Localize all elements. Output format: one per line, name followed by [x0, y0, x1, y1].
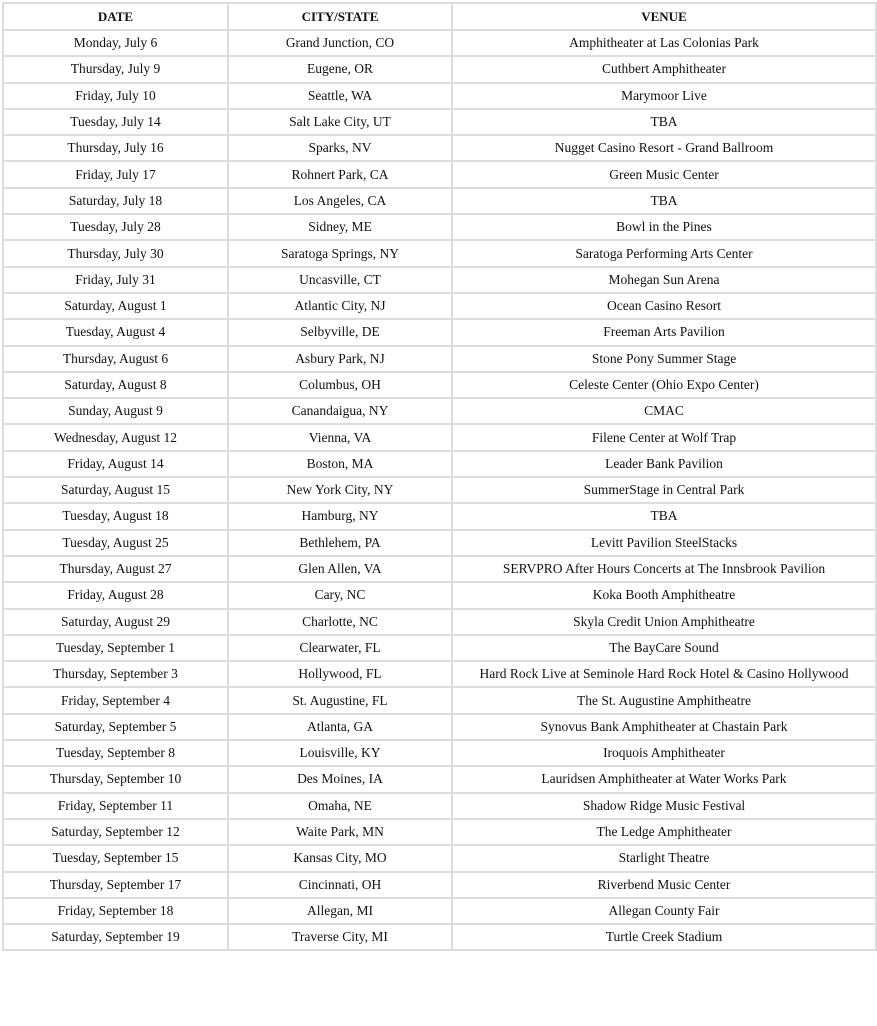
- city-state-cell: Des Moines, IA: [228, 766, 452, 792]
- date-cell: Tuesday, July 14: [3, 109, 228, 135]
- date-cell: Friday, July 31: [3, 267, 228, 293]
- venue-cell: Cuthbert Amphitheater: [452, 56, 876, 82]
- venue-cell: Koka Booth Amphitheatre: [452, 582, 876, 608]
- date-cell: Tuesday, August 18: [3, 503, 228, 529]
- venue-cell: Leader Bank Pavilion: [452, 451, 876, 477]
- date-cell: Friday, July 17: [3, 161, 228, 187]
- table-row: [3, 582, 876, 608]
- table-row: [3, 83, 876, 109]
- venue-cell: Shadow Ridge Music Festival: [452, 793, 876, 819]
- city-state-cell: Cary, NC: [228, 582, 452, 608]
- venue-cell: SummerStage in Central Park: [452, 477, 876, 503]
- city-state-cell: Boston, MA: [228, 451, 452, 477]
- venue-cell: Celeste Center (Ohio Expo Center): [452, 372, 876, 398]
- venue-cell: Amphitheater at Las Colonias Park: [452, 30, 876, 56]
- table-row: [3, 661, 876, 687]
- table-row: [3, 740, 876, 766]
- city-state-cell: Vienna, VA: [228, 424, 452, 450]
- city-state-cell: Louisville, KY: [228, 740, 452, 766]
- city-state-cell: Rohnert Park, CA: [228, 161, 452, 187]
- table-row: [3, 214, 876, 240]
- date-cell: Thursday, August 27: [3, 556, 228, 582]
- date-cell: Saturday, August 29: [3, 609, 228, 635]
- city-state-cell: Salt Lake City, UT: [228, 109, 452, 135]
- venue-cell: Allegan County Fair: [452, 898, 876, 924]
- venue-cell: Hard Rock Live at Seminole Hard Rock Hotel & Casino Hollywood: [452, 661, 876, 687]
- date-cell: Tuesday, August 25: [3, 530, 228, 556]
- venue-cell: TBA: [452, 188, 876, 214]
- venue-cell: Filene Center at Wolf Trap: [452, 424, 876, 450]
- venue-cell: Skyla Credit Union Amphitheatre: [452, 609, 876, 635]
- venue-cell: Ocean Casino Resort: [452, 293, 876, 319]
- venue-cell: Freeman Arts Pavilion: [452, 319, 876, 345]
- header-venue: VENUE: [452, 3, 876, 30]
- city-state-cell: Sidney, ME: [228, 214, 452, 240]
- header-row: [3, 3, 876, 30]
- table-row: [3, 556, 876, 582]
- date-cell: Saturday, August 8: [3, 372, 228, 398]
- date-cell: Saturday, August 1: [3, 293, 228, 319]
- table-row: [3, 635, 876, 661]
- date-cell: Friday, August 28: [3, 582, 228, 608]
- venue-cell: Turtle Creek Stadium: [452, 924, 876, 950]
- table-row: [3, 240, 876, 266]
- date-cell: Tuesday, September 15: [3, 845, 228, 871]
- date-cell: Monday, July 6: [3, 30, 228, 56]
- date-cell: Friday, July 10: [3, 83, 228, 109]
- table-row: [3, 372, 876, 398]
- table-row: [3, 766, 876, 792]
- table-row: [3, 109, 876, 135]
- venue-cell: TBA: [452, 109, 876, 135]
- venue-cell: The Ledge Amphitheater: [452, 819, 876, 845]
- city-state-cell: Asbury Park, NJ: [228, 346, 452, 372]
- table-row: [3, 819, 876, 845]
- venue-cell: Nugget Casino Resort - Grand Ballroom: [452, 135, 876, 161]
- date-cell: Friday, September 18: [3, 898, 228, 924]
- date-cell: Thursday, July 16: [3, 135, 228, 161]
- venue-cell: Iroquois Amphitheater: [452, 740, 876, 766]
- date-cell: Saturday, September 5: [3, 714, 228, 740]
- city-state-cell: Bethlehem, PA: [228, 530, 452, 556]
- date-cell: Sunday, August 9: [3, 398, 228, 424]
- venue-cell: SERVPRO After Hours Concerts at The Innsbrook Pavilion: [452, 556, 876, 582]
- date-cell: Thursday, July 9: [3, 56, 228, 82]
- date-cell: Thursday, September 17: [3, 872, 228, 898]
- table-row: [3, 714, 876, 740]
- venue-cell: Mohegan Sun Arena: [452, 267, 876, 293]
- date-cell: Thursday, August 6: [3, 346, 228, 372]
- table-row: [3, 477, 876, 503]
- date-cell: Friday, August 14: [3, 451, 228, 477]
- city-state-cell: Canandaigua, NY: [228, 398, 452, 424]
- date-cell: Saturday, September 19: [3, 924, 228, 950]
- table-row: [3, 845, 876, 871]
- venue-cell: Starlight Theatre: [452, 845, 876, 871]
- tour-dates-table: [2, 2, 877, 951]
- date-cell: Friday, September 11: [3, 793, 228, 819]
- venue-cell: Lauridsen Amphitheater at Water Works Park: [452, 766, 876, 792]
- table-row: [3, 451, 876, 477]
- date-cell: Friday, September 4: [3, 687, 228, 713]
- table-row: [3, 135, 876, 161]
- venue-cell: Saratoga Performing Arts Center: [452, 240, 876, 266]
- table-row: [3, 424, 876, 450]
- city-state-cell: Selbyville, DE: [228, 319, 452, 345]
- table-row: [3, 267, 876, 293]
- city-state-cell: New York City, NY: [228, 477, 452, 503]
- table-row: [3, 56, 876, 82]
- date-cell: Tuesday, August 4: [3, 319, 228, 345]
- city-state-cell: Hamburg, NY: [228, 503, 452, 529]
- date-cell: Tuesday, July 28: [3, 214, 228, 240]
- venue-cell: Synovus Bank Amphitheater at Chastain Park: [452, 714, 876, 740]
- table-row: [3, 872, 876, 898]
- date-cell: Tuesday, September 8: [3, 740, 228, 766]
- venue-cell: Stone Pony Summer Stage: [452, 346, 876, 372]
- table-row: [3, 30, 876, 56]
- table-row: [3, 609, 876, 635]
- city-state-cell: Los Angeles, CA: [228, 188, 452, 214]
- date-cell: Thursday, September 3: [3, 661, 228, 687]
- table-row: [3, 530, 876, 556]
- date-cell: Thursday, July 30: [3, 240, 228, 266]
- venue-cell: Bowl in the Pines: [452, 214, 876, 240]
- city-state-cell: Kansas City, MO: [228, 845, 452, 871]
- header-date: DATE: [3, 3, 228, 30]
- city-state-cell: Cincinnati, OH: [228, 872, 452, 898]
- city-state-cell: Seattle, WA: [228, 83, 452, 109]
- date-cell: Saturday, July 18: [3, 188, 228, 214]
- city-state-cell: Omaha, NE: [228, 793, 452, 819]
- city-state-cell: Sparks, NV: [228, 135, 452, 161]
- venue-cell: Riverbend Music Center: [452, 872, 876, 898]
- table-row: [3, 924, 876, 950]
- date-cell: Thursday, September 10: [3, 766, 228, 792]
- city-state-cell: Grand Junction, CO: [228, 30, 452, 56]
- city-state-cell: Clearwater, FL: [228, 635, 452, 661]
- city-state-cell: Allegan, MI: [228, 898, 452, 924]
- table-body: [3, 30, 876, 950]
- table-row: [3, 687, 876, 713]
- city-state-cell: Traverse City, MI: [228, 924, 452, 950]
- table-row: [3, 161, 876, 187]
- table-row: [3, 346, 876, 372]
- table-row: [3, 319, 876, 345]
- city-state-cell: Atlanta, GA: [228, 714, 452, 740]
- table-row: [3, 398, 876, 424]
- city-state-cell: Atlantic City, NJ: [228, 293, 452, 319]
- table-row: [3, 188, 876, 214]
- city-state-cell: Glen Allen, VA: [228, 556, 452, 582]
- venue-cell: Marymoor Live: [452, 83, 876, 109]
- venue-cell: Green Music Center: [452, 161, 876, 187]
- city-state-cell: St. Augustine, FL: [228, 687, 452, 713]
- date-cell: Tuesday, September 1: [3, 635, 228, 661]
- city-state-cell: Eugene, OR: [228, 56, 452, 82]
- venue-cell: The BayCare Sound: [452, 635, 876, 661]
- table-row: [3, 293, 876, 319]
- city-state-cell: Saratoga Springs, NY: [228, 240, 452, 266]
- date-cell: Saturday, September 12: [3, 819, 228, 845]
- city-state-cell: Charlotte, NC: [228, 609, 452, 635]
- city-state-cell: Hollywood, FL: [228, 661, 452, 687]
- date-cell: Saturday, August 15: [3, 477, 228, 503]
- date-cell: Wednesday, August 12: [3, 424, 228, 450]
- header-city-state: CITY/STATE: [228, 3, 452, 30]
- city-state-cell: Waite Park, MN: [228, 819, 452, 845]
- venue-cell: The St. Augustine Amphitheatre: [452, 687, 876, 713]
- table-row: [3, 793, 876, 819]
- table-row: [3, 898, 876, 924]
- venue-cell: TBA: [452, 503, 876, 529]
- venue-cell: CMAC: [452, 398, 876, 424]
- city-state-cell: Columbus, OH: [228, 372, 452, 398]
- city-state-cell: Uncasville, CT: [228, 267, 452, 293]
- venue-cell: Levitt Pavilion SteelStacks: [452, 530, 876, 556]
- table-row: [3, 503, 876, 529]
